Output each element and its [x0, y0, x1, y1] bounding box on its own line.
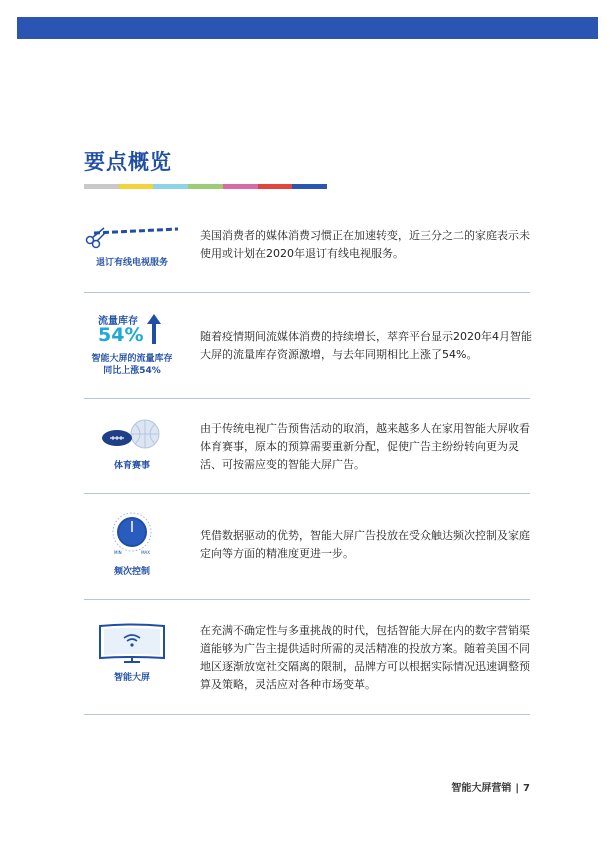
- footer-separator: |: [515, 783, 520, 794]
- up-arrow-icon: [147, 314, 161, 344]
- page-number: 7: [523, 783, 530, 794]
- section-text: 在充满不确定性与多重挑战的时代，包括智能大屏在内的数字营销渠道能够为广告主提供适时所需的灵活精准的投放方案。随着美国不同地区逐渐放宽社交隔离的限制，品牌方可以根据实际情况迅速调整预算及策略，灵活应对各种市场变革。: [200, 624, 530, 691]
- dial-min-label: MIN: [114, 550, 122, 555]
- strip-segment: [223, 184, 258, 189]
- divider: [84, 292, 530, 293]
- section-icon-col: [84, 512, 180, 578]
- strip-segment: [292, 184, 327, 189]
- footer-title: 智能大屏营销: [451, 783, 512, 794]
- page-title: 要点概览: [84, 150, 172, 174]
- dial-range-labels: [114, 550, 150, 555]
- strip-segment: [119, 184, 154, 189]
- section-label: 退订有线电视服务: [95, 258, 168, 268]
- section-text: 美国消费者的媒体消费习惯正在加速转变，近三分之二的家庭表示未使用或计划在2020年退订有线电视服务。: [200, 229, 530, 260]
- section-smart-tv: [84, 620, 530, 700]
- stat-block: [84, 312, 180, 348]
- smart-tv-wifi-icon: [84, 620, 180, 666]
- stat-value: 54%: [98, 324, 144, 346]
- section-text: 随着疫情期间流媒体消费的持续增长，萃弈平台显示2020年4月智能大屏的流量库存资源激增，与去年同期相比上涨了54%。: [200, 330, 532, 361]
- divider: [84, 398, 530, 399]
- section-sports: [84, 418, 530, 476]
- strip-segment: [153, 184, 188, 189]
- section-icon-col: [84, 418, 180, 472]
- section-cable-cutting: [84, 224, 530, 284]
- football-basketball-icon: [84, 418, 180, 452]
- header-bar: [17, 17, 598, 39]
- divider: [84, 599, 530, 600]
- section-label: 智能大屏: [113, 673, 150, 683]
- divider: [84, 714, 530, 715]
- section-label: 同比上涨54%: [103, 366, 161, 376]
- strip-segment: [188, 184, 223, 189]
- dial-max-label: MAX: [141, 550, 150, 555]
- page-footer: [451, 779, 530, 794]
- section-text: 凭借数据驱动的优势，智能大屏广告投放在受众触达频次控制及家庭定向等方面的精准度更进一步。: [200, 529, 530, 560]
- color-strip: [84, 184, 327, 189]
- section-label: 体育赛事: [113, 461, 150, 471]
- divider: [84, 493, 530, 494]
- section-text: 由于传统电视广告预售活动的取消，越来越多人在家用智能大屏收看体育赛事，原本的预算需要重新分配，促使广告主纷纷转向更为灵活、可按需应变的智能大屏广告。: [200, 422, 530, 471]
- scissors-cut-line-icon: [84, 224, 180, 250]
- section-icon-col: [84, 224, 180, 269]
- section-label: 智能大屏的流量库存: [91, 354, 173, 364]
- section-label: 频次控制: [113, 567, 150, 577]
- section-icon-col: [84, 312, 180, 377]
- stat-title: 流量库存: [98, 316, 138, 327]
- strip-segment: [258, 184, 293, 189]
- section-icon-col: [84, 620, 180, 684]
- strip-segment: [84, 184, 119, 189]
- section-frequency: [84, 512, 530, 578]
- section-inventory: [84, 312, 530, 382]
